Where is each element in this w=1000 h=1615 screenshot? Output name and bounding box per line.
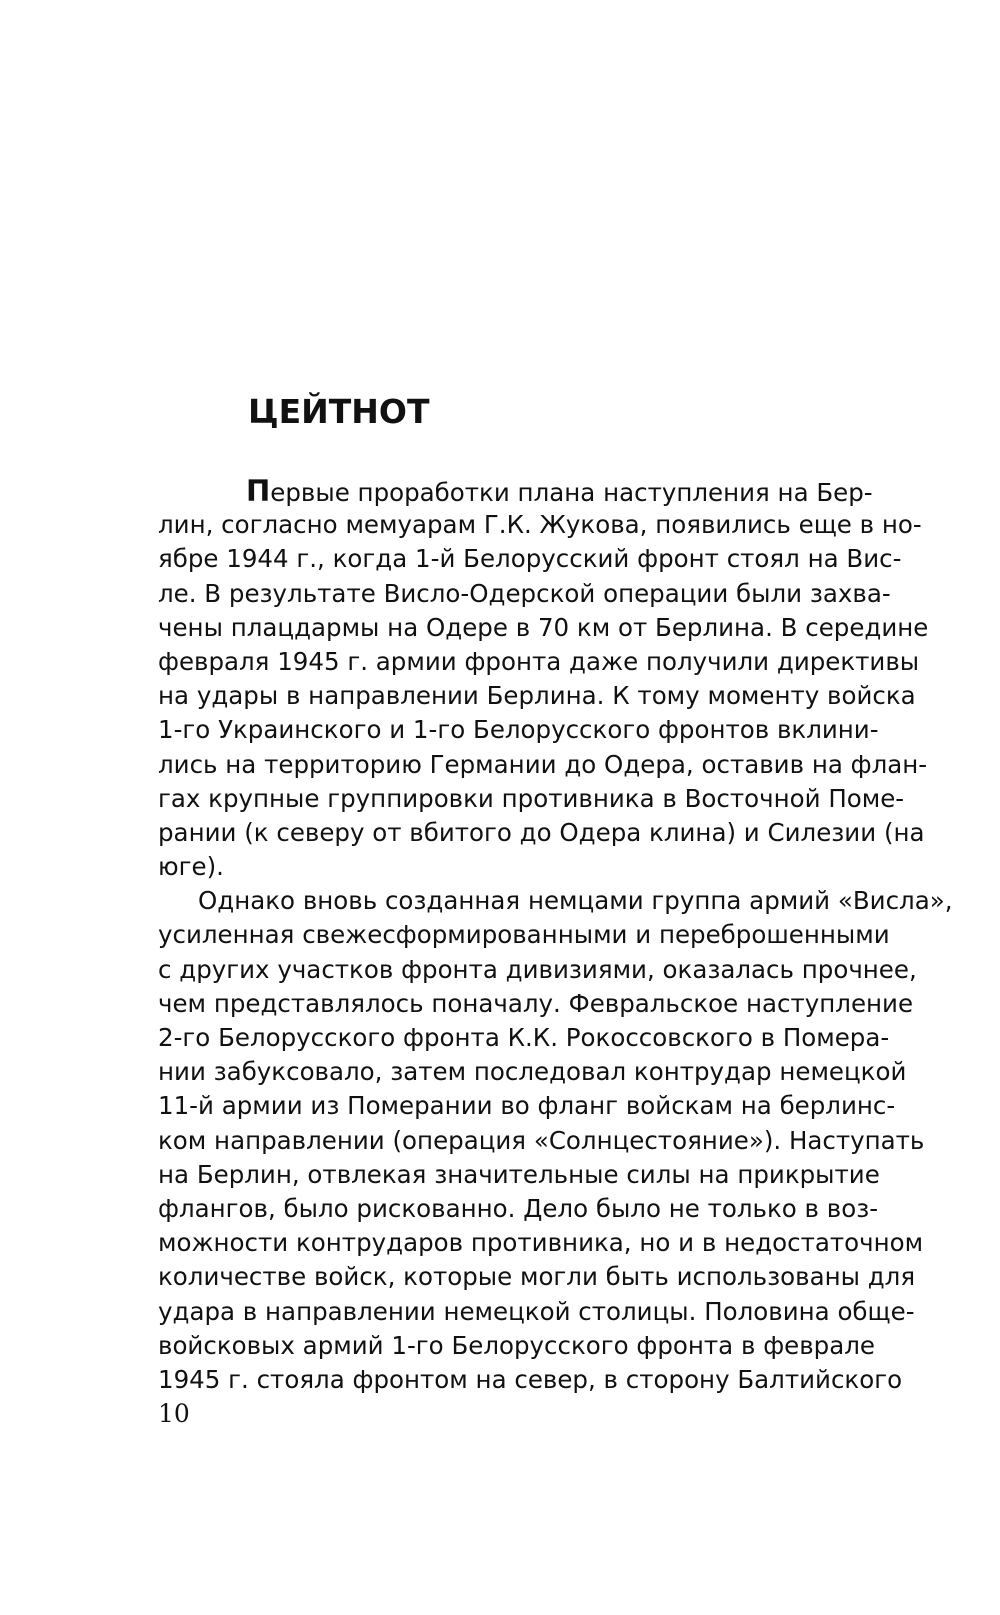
text-line: 2-го Белорусского фронта К.К. Рокоссовского в Помера-: [158, 1023, 890, 1052]
text-line: ле. В результате Висло-Одерской операции были захва-: [158, 578, 891, 608]
text-line: рании (к северу от вбитого до Одера клина) и Силезии (на: [158, 817, 925, 847]
text-line: Первые проработки плана наступления на Бер-: [246, 474, 873, 508]
drop-cap: П: [246, 474, 271, 508]
text-line: на Берлин, отвлекая значительные силы на прикрытие: [158, 1159, 880, 1189]
text-line: чены плацдармы на Одере в 70 км от Берлина. В середине: [158, 612, 929, 642]
text-line: ябре 1944 г., когда 1-й Белорусский фронт стоял на Вис-: [158, 544, 902, 574]
text-line: ком направлении (операция «Солнцестояние»). Наступать: [158, 1125, 925, 1155]
text-line: войсковых армий 1-го Белорусского фронта в феврале: [158, 1330, 875, 1360]
text-line: юге).: [158, 852, 224, 882]
paragraph-2: [158, 884, 953, 1397]
text-line: Однако вновь созданная немцами группа армий «Висла»,: [198, 886, 953, 916]
chapter-title: ЦЕЙТНОТ: [248, 392, 430, 431]
text-line: можности контрударов противника, но и в недостаточном: [158, 1228, 924, 1258]
page-number: 10: [158, 1399, 190, 1428]
text-line: флангов, было рискованно. Дело было не только в воз-: [158, 1193, 879, 1223]
text-line: гах крупные группировки противника в Восточной Поме-: [158, 783, 905, 813]
text-line: удара в направлении немецкой столицы. Половина обще-: [158, 1296, 915, 1326]
text-line: лин, согласно мемуарам Г.К. Жукова, появились еще в но-: [158, 510, 922, 540]
text-line: количестве войск, которые могли быть использованы для: [158, 1262, 916, 1292]
paragraph-1: [158, 474, 929, 884]
text-line: усиленная свежесформированными и переброшенными: [158, 920, 890, 950]
text-line: на удары в направлении Берлина. К тому моменту войска: [158, 681, 916, 711]
text-line: с других участков фронта дивизиями, оказалась прочнее,: [158, 954, 917, 984]
text-line: 1945 г. стояла фронтом на север, в сторону Балтийского: [158, 1364, 903, 1394]
text-line: 11-й армии из Померании во фланг войскам на берлинс-: [158, 1091, 896, 1121]
text-line: февраля 1945 г. армии фронта даже получили директивы: [158, 646, 920, 676]
text-line: 1-го Украинского и 1-го Белорусского фронтов вклини-: [158, 715, 879, 745]
text-line: нии забуксовало, затем последовал контрудар немецкой: [158, 1057, 907, 1087]
body-text: [158, 474, 953, 1397]
text-line: чем представлялось поначалу. Февральское наступление: [158, 988, 914, 1018]
text-line: лись на территорию Германии до Одера, оставив на флан-: [158, 749, 928, 779]
